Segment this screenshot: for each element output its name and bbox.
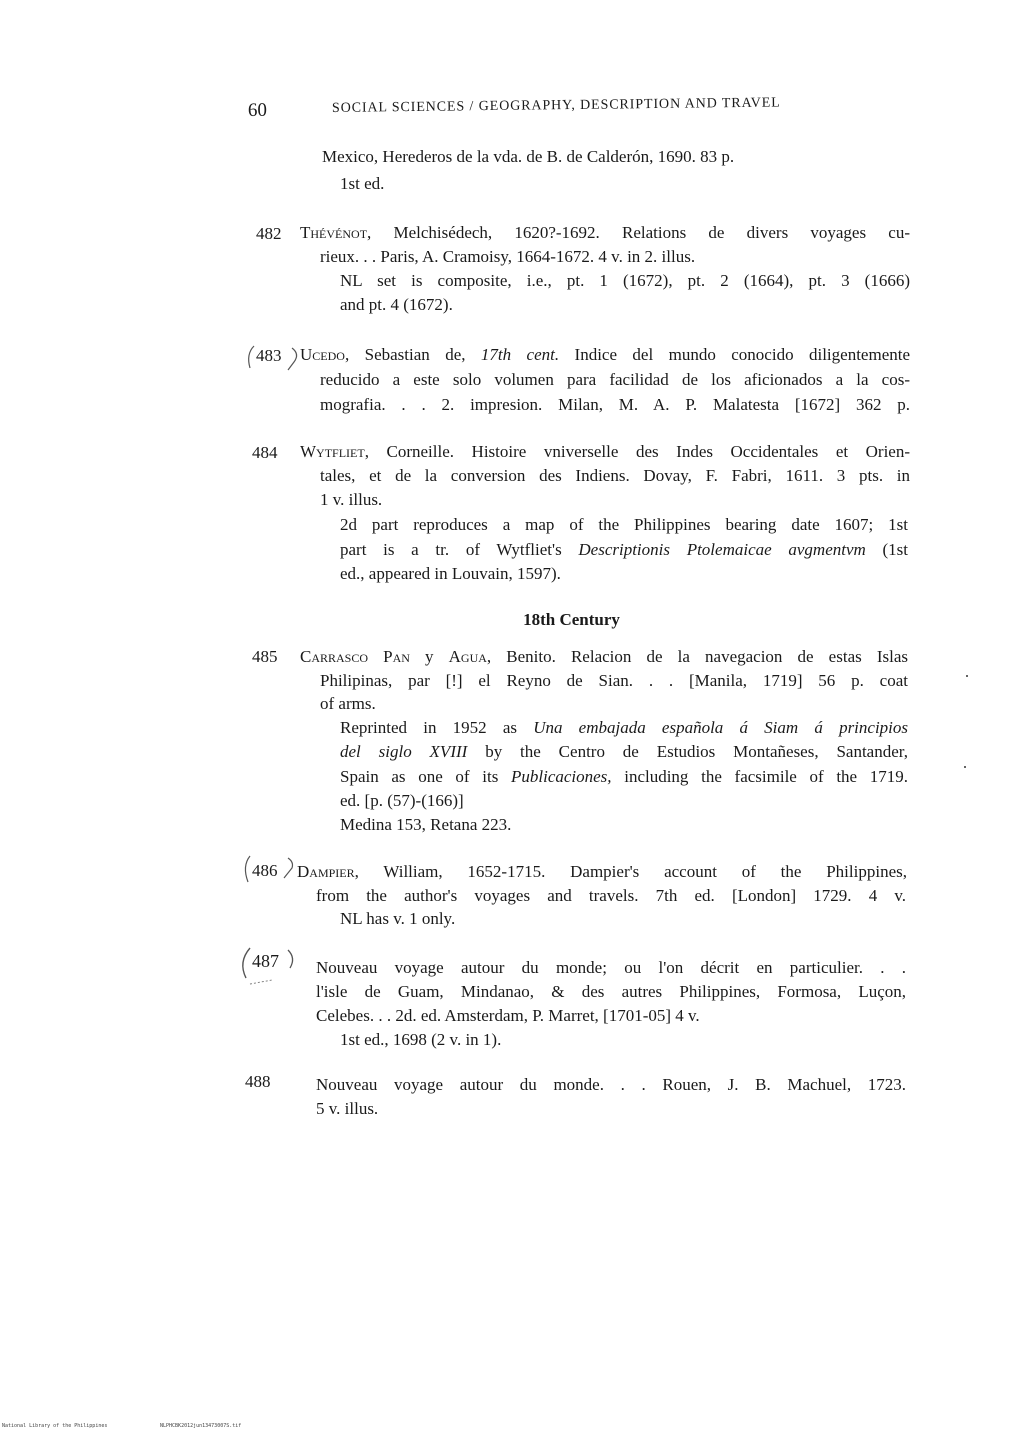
- entry-number-483: 483: [256, 346, 282, 365]
- handwritten-bracket-486: [240, 852, 310, 892]
- entry-483-name: Sebastian de,: [364, 345, 466, 364]
- entry-484-note-title: Descriptionis Ptolemaicae avgmentvm: [578, 540, 866, 559]
- entry-482-line-2: rieux. . . Paris, A. Cramoisy, 1664-1672. 4 v. in 2. illus.: [320, 247, 696, 266]
- entry-483-author: Ucedo,: [300, 345, 350, 364]
- entry-482-note-1: NL set is composite, i.e., pt. 1 (1672), pt. 2 (1664), pt. 3 (1666): [340, 271, 910, 290]
- entry-487-line-2: l'isle de Guam, Mindanao, & des autres Philippines, Formosa, Luçon,: [316, 982, 906, 1001]
- entry-484-line-1: [300, 440, 910, 463]
- entry-482-line-1: [300, 221, 910, 244]
- entry-number-482: 482: [256, 224, 282, 243]
- entry-487-note-1: 1st ed., 1698 (2 v. in 1).: [340, 1030, 502, 1049]
- entry-485-note-2-title: del siglo XVIII: [340, 742, 468, 761]
- entry-483-line-3: mografia. . . 2. impresion. Milan, M. A. P. Malatesta [1672] 362 p.: [320, 395, 910, 414]
- entry-484-author: Wytfliet,: [300, 442, 369, 461]
- entry-485-note-2: [340, 740, 908, 763]
- entry-482-author: Thévénot,: [300, 223, 372, 242]
- entry-number-486: 486: [252, 861, 278, 880]
- entry-482-note-2: and pt. 4 (1672).: [340, 295, 453, 314]
- entry-484-heading: Corneille. Histoire vniverselle des Indes Occidentales et Orien-: [386, 442, 911, 461]
- footer-library-name: National Library of the Philippines: [2, 1423, 108, 1429]
- page-number: 60: [247, 99, 268, 121]
- entry-483-title: Indice del mundo conocido diligentemente: [574, 345, 911, 364]
- entry-485-note-3b: including the facsimile of the 1719.: [624, 767, 909, 786]
- entry-485-note-4: ed. [p. (57)-(166)]: [340, 791, 464, 810]
- entry-485-author-a: Carrasco Pan: [300, 647, 410, 666]
- entry-482-heading: Melchisédech, 1620?-1692. Relations de divers voyages cu-: [393, 223, 910, 242]
- entry-number-487: 487: [252, 951, 279, 971]
- entry-485-note-3a: Spain as one of its: [340, 767, 499, 786]
- entry-486-line-2: from the author's voyages and travels. 7th ed. [London] 1729. 4 v.: [316, 886, 906, 905]
- entry-484-line-2: tales, et de la conversion des Indiens. Dovay, F. Fabri, 1611. 3 pts. in: [320, 466, 910, 485]
- entry-484-note-1: 2d part reproduces a map of the Philippines bearing date 1607; 1st: [340, 515, 908, 534]
- entry-487-line-3: Celebes. . . 2d. ed. Amsterdam, P. Marret, [1701-05] 4 v.: [316, 1006, 700, 1025]
- entry-485-line-3: of arms.: [320, 694, 376, 713]
- entry-number-485: 485: [252, 647, 278, 666]
- entry-486-line-1: [297, 860, 907, 883]
- entry-number-484: 484: [252, 443, 278, 462]
- entry-484-note-2a: part is a tr. of Wytfliet's: [340, 540, 562, 559]
- entry-485-note-5: Medina 153, Retana 223.: [340, 815, 512, 834]
- entry-485-note-1: [340, 716, 908, 739]
- entry-485-heading: Benito. Relacion de la navegacion de estas Islas: [506, 647, 908, 666]
- entry-487-line-1: Nouveau voyage autour du monde; ou l'on décrit en particulier. . .: [316, 958, 906, 977]
- entry-486-note-1: NL has v. 1 only.: [340, 909, 456, 928]
- entry-484-note-3: ed., appeared in Louvain, 1597).: [340, 564, 561, 583]
- entry-484-note-2: [340, 538, 908, 561]
- entry-488-line-2: 5 v. illus.: [316, 1099, 379, 1118]
- entry-488-line-1: Nouveau voyage autour du monde. . . Rouen, J. B. Machuel, 1723.: [316, 1075, 906, 1094]
- entry-484-line-3: 1 v. illus.: [320, 490, 383, 509]
- entry-485-note-1a: Reprinted in 1952 as: [340, 718, 517, 737]
- speck: [966, 675, 968, 677]
- continuation-line: Mexico, Herederos de la vda. de B. de Calderón, 1690. 83 p.: [322, 147, 735, 166]
- continuation-note: 1st ed.: [340, 174, 385, 193]
- entry-485-note-1-title: Una embajada española á Siam á principios: [533, 718, 909, 737]
- entry-483-line-1: [300, 343, 910, 366]
- entry-485-note-3-series: Publicaciones,: [510, 767, 612, 786]
- entry-484-note-2b: (1st: [882, 540, 908, 559]
- entry-483-dates: 17th cent.: [480, 345, 560, 364]
- speck: [964, 766, 966, 768]
- footer-filename: NLPHCBK2012jun13473007S.tif: [160, 1423, 242, 1429]
- entry-486-author: Dampier,: [297, 862, 359, 881]
- section-heading: 18th Century: [523, 610, 620, 629]
- entry-486-heading: William, 1652-1715. Dampier's account of the Philippines,: [383, 862, 907, 881]
- entry-485-note-2b: by the Centro de Estudios Montañeses, Santander,: [485, 742, 908, 761]
- running-head: SOCIAL SCIENCES / GEOGRAPHY, DESCRIPTION AND TRAVEL: [331, 95, 781, 116]
- entry-485-note-3: [340, 765, 908, 788]
- entry-485-author-b: Agua,: [448, 647, 492, 666]
- handwritten-bracket-487: [236, 944, 316, 992]
- entry-485-author-y: y: [425, 647, 434, 666]
- entry-485-line-1: [300, 645, 908, 668]
- entry-485-line-2: Philipinas, par [!] el Reyno de Sian. . . [Manila, 1719] 56 p. coat: [320, 671, 908, 690]
- entry-number-488: 488: [245, 1072, 271, 1091]
- entry-483-line-2: reducido a este solo volumen para facilidad de los aficionados a la cos-: [320, 370, 910, 389]
- handwritten-bracket-483: [244, 340, 314, 380]
